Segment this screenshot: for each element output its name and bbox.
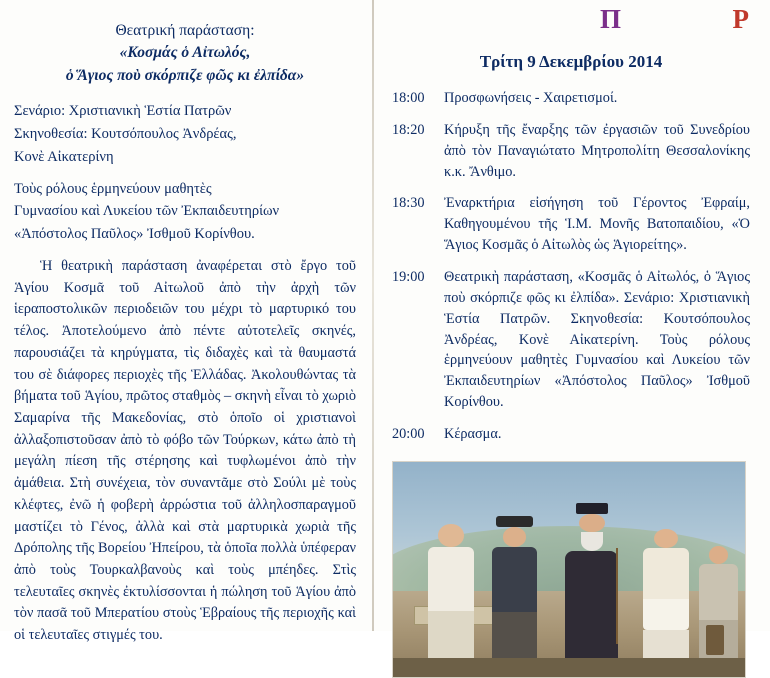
actor-head (503, 527, 527, 547)
actor-beard (581, 532, 603, 551)
schedule-item (392, 267, 750, 413)
title-line-3: ὁ Ἅγιος ποὺ σκόρπιζε φῶς κι ἐλπίδα» (65, 66, 305, 84)
schedule-item (392, 424, 750, 445)
credits-spacer (14, 170, 356, 178)
description-paragraph: Ἡ θεατρικὴ παράσταση ἀναφέρεται στὸ ἔργο τοῦ Ἁγίου Κοσμᾶ τοῦ Αἰτωλοῦ ἀπὸ τὴν ἀρχὴ τῶν ἱεραποστολικῶν περιοδειῶν του μέχρι τὸ μαρτυρικό του τέλος. Ἀποτελούμενο ἀπὸ πέντε αὐτοτελεῖς σκηνές, παρουσιάζει τὰ κηρύγματα, τὶς διδαχὲς καὶ τὰ θαυμαστά του σὲ διάφορες περιοχὲς τῆς Ἑλλάδας. Ἀκολουθώντας τὰ βήματα τοῦ Ἁγίου, πρῶτος σταθμὸς – σκηνὴ εἶναι τὸ χωριὸ Σαμαρίνα τῆς Μακεδονίας, στὸ ὁποῖο οἱ χριστιανοὶ ἀλλαξοπιστοῦσαν ἀπὸ τὸ φόβο τῶν Τούρκων, κάτω ἀπὸ τὴ μεγάλη πίεση τῆς στέρησης καὶ τυφλωμένοι ἀπὸ τὴν ἀμάθεια. Στὴ συνέχεια, τὸν συναντᾶμε στὸ Σούλι μὲ τοὺς κλέφτες, ἐνῶ ἡ φοβερὴ ἀρρώστια τοῦ ἀλληλοσπαραγμοῦ μαστίζει τὸ Γένος, ἀλλὰ καὶ στὰ μαρτυρικὰ χωριὰ τῆς Δρόπολης τῆς Βορείου Ἠπείρου, τὰ ὁποῖα πολλὰ ὑπέφεραν ἀπὸ τοὺς Τουρκαλβανοὺς καὶ τοὺς μπέηδες. Στὶς τελευταῖες σκηνὲς ἐκτυλίσσονται ἡ πώληση τοῦ Ἁγίου ἀπὸ τὸν πασᾶ τοῦ Μπερατίου στοὺς Ἑβραίους τῆς περιοχῆς καὶ οἱ τελευταῖες στιγμές του. (14, 257, 356, 644)
actor-head (654, 529, 678, 548)
cast-line-3: «Ἀπόστολος Παῦλος» Ἰσθμοῦ Κορίνθου. (14, 226, 255, 243)
credits-line-director2: Κονὲ Αἰκατερίνη (14, 148, 114, 165)
actor-hat (496, 516, 533, 527)
actor-legs (492, 612, 538, 657)
photo-stage-edge (393, 658, 745, 677)
actor-legs (643, 630, 689, 657)
title-line-1: Θεατρική παράσταση: (115, 22, 255, 39)
initial-right: Ρ (732, 4, 750, 34)
schedule-item (392, 88, 750, 109)
decorative-initials (600, 4, 750, 35)
schedule-text: Κέρασμα. (444, 426, 502, 443)
photo-actor-4 (643, 529, 689, 658)
actor-staff (616, 548, 618, 644)
date-heading: Τρίτη 9 Δεκεμβρίου 2014 (479, 52, 663, 71)
schedule-time: 18:20 (392, 121, 425, 138)
performance-title (14, 20, 356, 87)
cast-line-1: Τοὺς ρόλους ἑρμηνεύουν μαθητὲς (14, 180, 212, 197)
right-column (372, 0, 768, 631)
actor-torso (643, 548, 689, 600)
schedule-text: Ἐναρκτήρια εἰσήγηση τοῦ Γέροντος Ἐφραίμ, Καθηγουμένου τῆς Ἱ.Μ. Μονῆς Βατοπαιδίου, «Ὁ Ἅγιος Κοσμᾶς ὁ Αἰτωλὸς ὡς Ἁγιορείτης». (444, 195, 750, 254)
actor-torso (428, 547, 474, 611)
performance-photo (392, 461, 746, 678)
credits-block (14, 101, 356, 246)
cast-line-2: Γυμνασίου καὶ Λυκείου τῶν Ἐκπαιδευτηρίων (14, 203, 280, 220)
photo-actor-1 (428, 524, 474, 657)
schedule-text: Κήρυξη τῆς ἔναρξης τῶν ἐργασιῶν τοῦ Συνεδρίου ἀπὸ τὸν Παναγιώτατο Μητροπολίτη Θεσσαλονίκης κ.κ. Ἄνθιμο. (444, 121, 750, 180)
schedule-time: 18:30 (392, 195, 425, 212)
title-line-2: «Κοσμάς ὁ Αἰτωλός, (119, 44, 251, 62)
schedule-item (392, 120, 750, 183)
photo-side-prop (706, 625, 724, 655)
actor-legs (428, 611, 474, 658)
schedule-text: Προσφωνήσεις - Χαιρετισμοί. (444, 90, 618, 106)
actor-head (709, 546, 728, 564)
actor-kalimavkion (576, 503, 608, 514)
left-column (0, 0, 372, 644)
photo-actor-3-monk (565, 503, 618, 658)
schedule-text: Θεατρικὴ παράσταση, «Κοσμᾶς ὁ Αἰτωλός, ὁ Ἅγιος ποὺ σκόρπιζε φῶς κι ἐλπίδα». Σενάριο: Χριστιανικὴ Ἑστία Πατρῶν. Σκηνοθεσία: Κουτσόπουλος Ἀνδρέας, Κονὲ Αἰκατερίνη. Τοὺς ρόλους ἑρμηνεύουν μαθητὲς Γυμνασίου καὶ Λυκείου τῶν Ἐκπαιδευτηρίων «Ἀπόστολος Παῦλος» Ἰσθμοῦ Κορίνθου. (444, 269, 750, 411)
actor-head (438, 524, 463, 547)
schedule-time: 18:00 (392, 90, 425, 106)
actor-head (579, 514, 604, 533)
initial-left: Π (600, 4, 623, 34)
actor-robe (565, 551, 618, 658)
schedule-time: 20:00 (392, 426, 425, 443)
credits-line-scenario: Σενάριο: Χριστιανικὴ Ἑστία Πατρῶν (14, 103, 232, 120)
credits-line-direction: Σκηνοθεσία: Κουτσόπουλος Ἀνδρέας, (14, 126, 237, 143)
actor-torso (492, 547, 538, 612)
actor-foustanella (643, 599, 689, 630)
schedule-item (392, 193, 750, 256)
photo-actor-2 (492, 516, 538, 658)
schedule-time: 19:00 (392, 269, 425, 286)
actor-torso (699, 564, 738, 620)
